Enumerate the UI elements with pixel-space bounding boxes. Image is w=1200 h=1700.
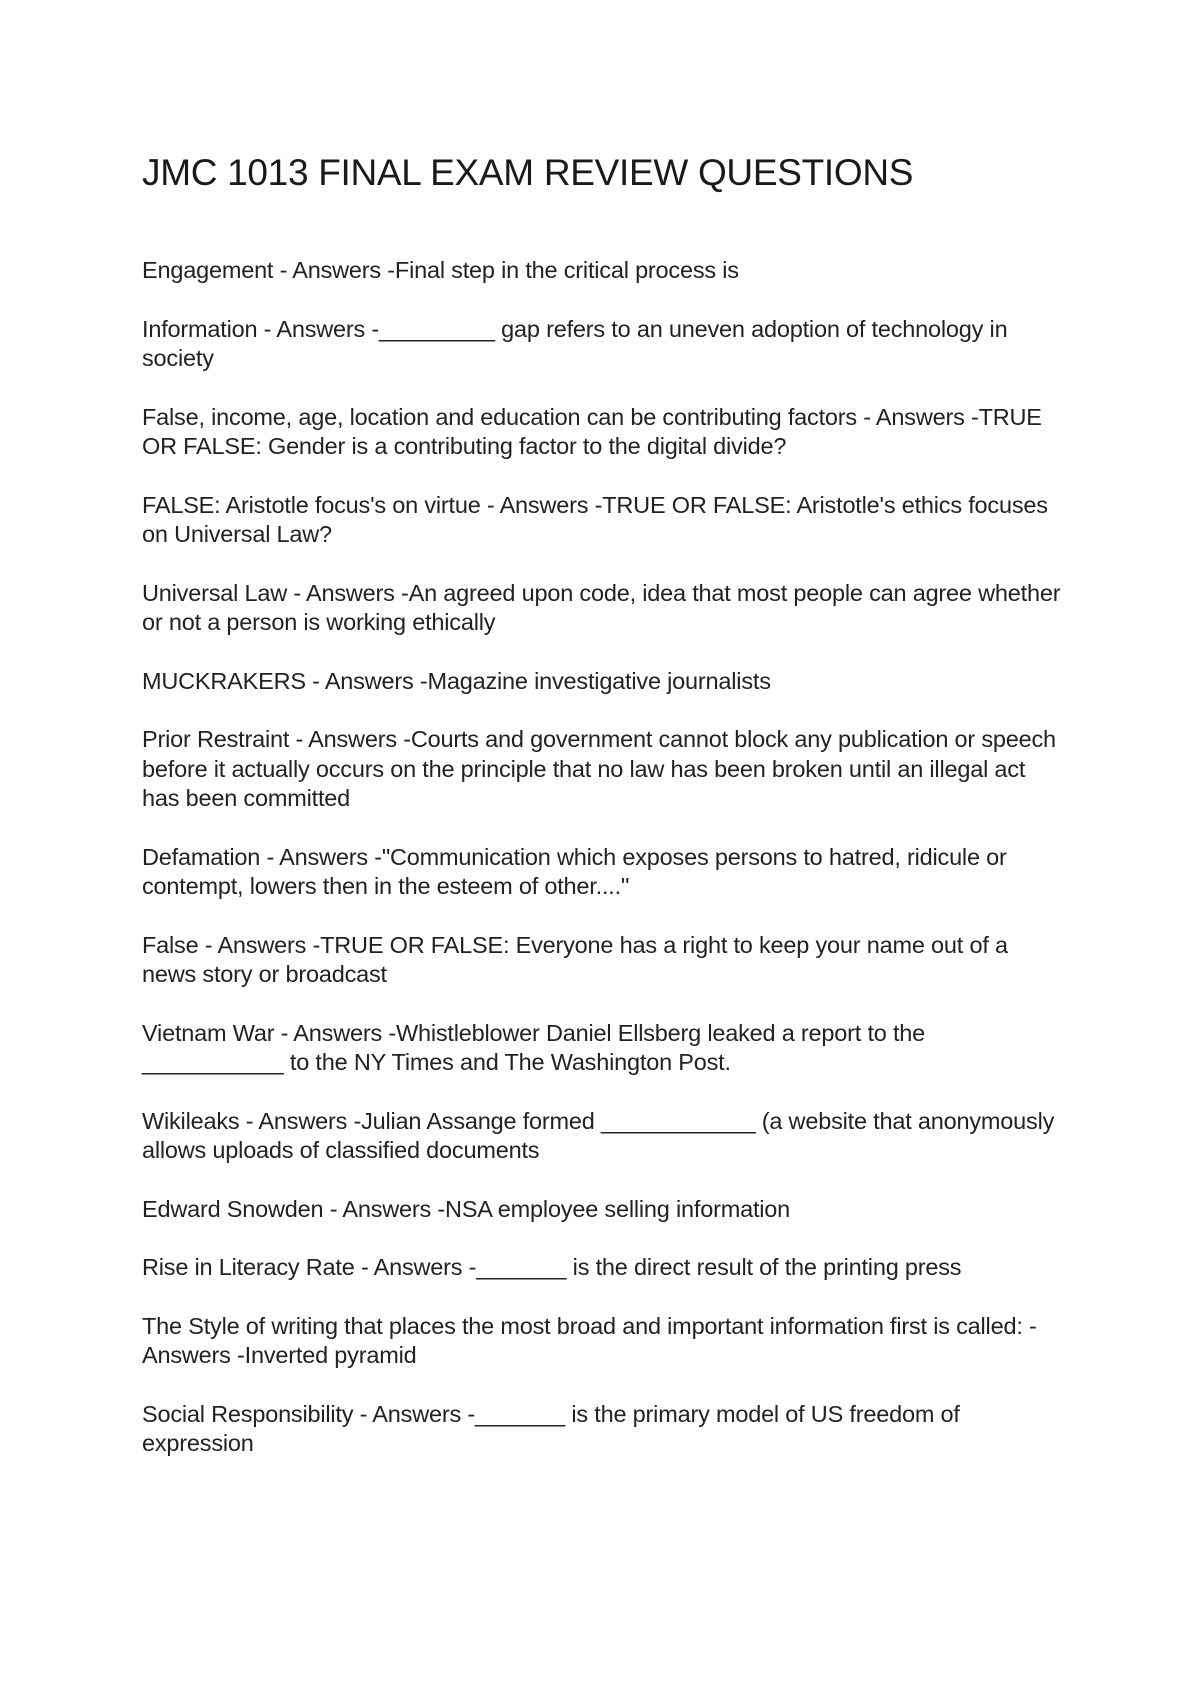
qa-item: False - Answers -TRUE OR FALSE: Everyone has a right to keep your name out of a news story or broadcast xyxy=(142,931,1008,987)
qa-item: Social Responsibility - Answers -_______ is the primary model of US freedom of expression xyxy=(142,1400,960,1456)
qa-item: Rise in Literacy Rate - Answers -_______ is the direct result of the printing press xyxy=(142,1254,962,1280)
qa-item: FALSE: Aristotle focus's on virtue - Answers -TRUE OR FALSE: Aristotle's ethics focuses on Universal Law? xyxy=(142,491,1048,547)
qa-item: MUCKRAKERS - Answers -Magazine investigative journalists xyxy=(142,667,771,694)
qa-item: The Style of writing that places the most broad and important information first is called: - Answers -Inverted pyramid xyxy=(142,1312,1037,1368)
qa-item: Engagement - Answers -Final step in the critical process is xyxy=(142,257,739,283)
qa-item: Vietnam War - Answers -Whistleblower Daniel Ellsberg leaked a report to the ___________ to the NY Times and The Washington Post. xyxy=(142,1019,926,1075)
qa-item: Prior Restraint - Answers -Courts and government cannot block any publication or speech before it actually occurs on the principle that no law has been broken until an illegal act has been committed xyxy=(142,726,1056,811)
qa-list xyxy=(142,256,1067,1488)
qa-item: Wikileaks - Answers -Julian Assange formed ____________ (a website that anonymously allows uploads of classified documents xyxy=(142,1107,1055,1163)
qa-item: Information - Answers -_________ gap refers to an uneven adoption of technology in society xyxy=(142,315,1008,371)
qa-item: Defamation - Answers -"Communication which exposes persons to hatred, ridicule or contempt, lowers then in the esteem of other...." xyxy=(142,843,1007,899)
qa-item: Edward Snowden - Answers -NSA employee selling information xyxy=(142,1195,791,1222)
qa-item: Universal Law - Answers -An agreed upon code, idea that most people can agree whether or not a person is working ethically xyxy=(142,579,1061,635)
document-title: JMC 1013 FINAL EXAM REVIEW QUESTIONS xyxy=(142,152,914,193)
qa-item: False, income, age, location and education can be contributing factors - Answers -TRUE OR FALSE: Gender is a contributing factor to the digital divide? xyxy=(142,403,1042,459)
